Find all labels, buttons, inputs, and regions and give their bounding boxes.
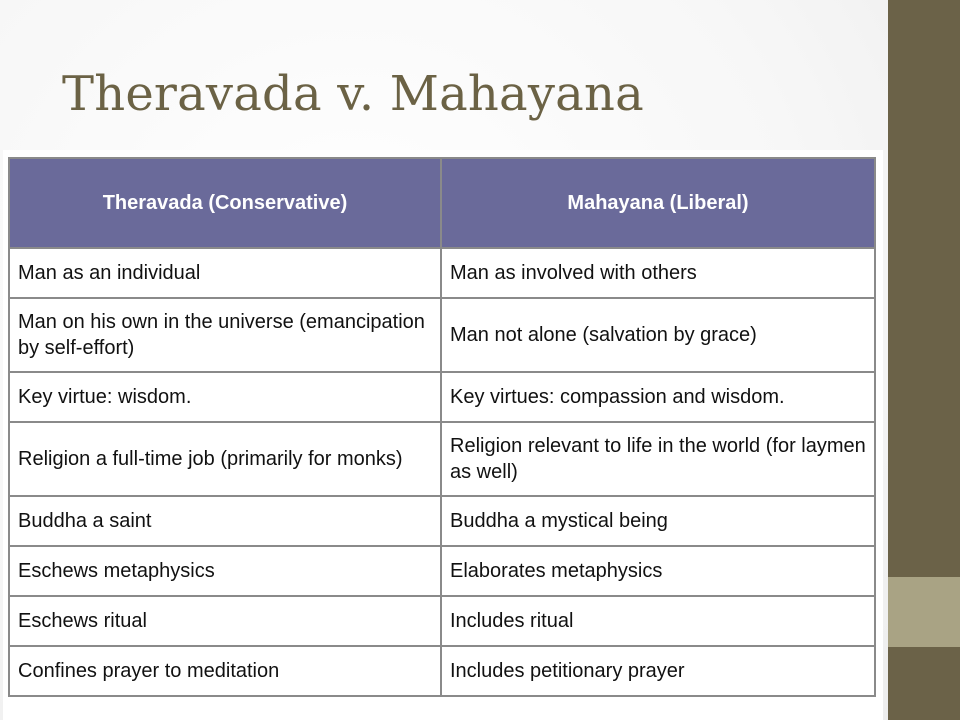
comparison-table-image [3, 150, 883, 720]
header-mahayana: Mahayana (Liberal) [441, 158, 875, 248]
mahayana-cell: Key virtues: compassion and wisdom. [441, 372, 875, 422]
table-row [9, 372, 875, 422]
theravada-cell: Eschews metaphysics [9, 546, 441, 596]
side-decoration-panel [888, 0, 960, 720]
side-accent-block [888, 577, 960, 647]
mahayana-cell: Includes petitionary prayer [441, 646, 875, 696]
table-row [9, 546, 875, 596]
mahayana-cell: Religion relevant to life in the world (for laymen as well) [441, 422, 875, 496]
mahayana-cell: Man as involved with others [441, 248, 875, 298]
theravada-cell: Religion a full-time job (primarily for monks) [9, 422, 441, 496]
table-row [9, 496, 875, 546]
theravada-cell: Confines prayer to meditation [9, 646, 441, 696]
table-row [9, 298, 875, 372]
mahayana-cell: Elaborates metaphysics [441, 546, 875, 596]
theravada-cell: Buddha a saint [9, 496, 441, 546]
slide-title: Theravada v. Mahayana [62, 66, 644, 122]
table-row [9, 248, 875, 298]
table-row [9, 422, 875, 496]
theravada-cell: Key virtue: wisdom. [9, 372, 441, 422]
table-header-row [9, 158, 875, 248]
theravada-cell: Eschews ritual [9, 596, 441, 646]
mahayana-cell: Includes ritual [441, 596, 875, 646]
header-theravada: Theravada (Conservative) [9, 158, 441, 248]
table-row [9, 596, 875, 646]
theravada-cell: Man on his own in the universe (emancipation by self-effort) [9, 298, 441, 372]
comparison-table [8, 157, 876, 697]
mahayana-cell: Man not alone (salvation by grace) [441, 298, 875, 372]
table-row [9, 646, 875, 696]
theravada-cell: Man as an individual [9, 248, 441, 298]
mahayana-cell: Buddha a mystical being [441, 496, 875, 546]
